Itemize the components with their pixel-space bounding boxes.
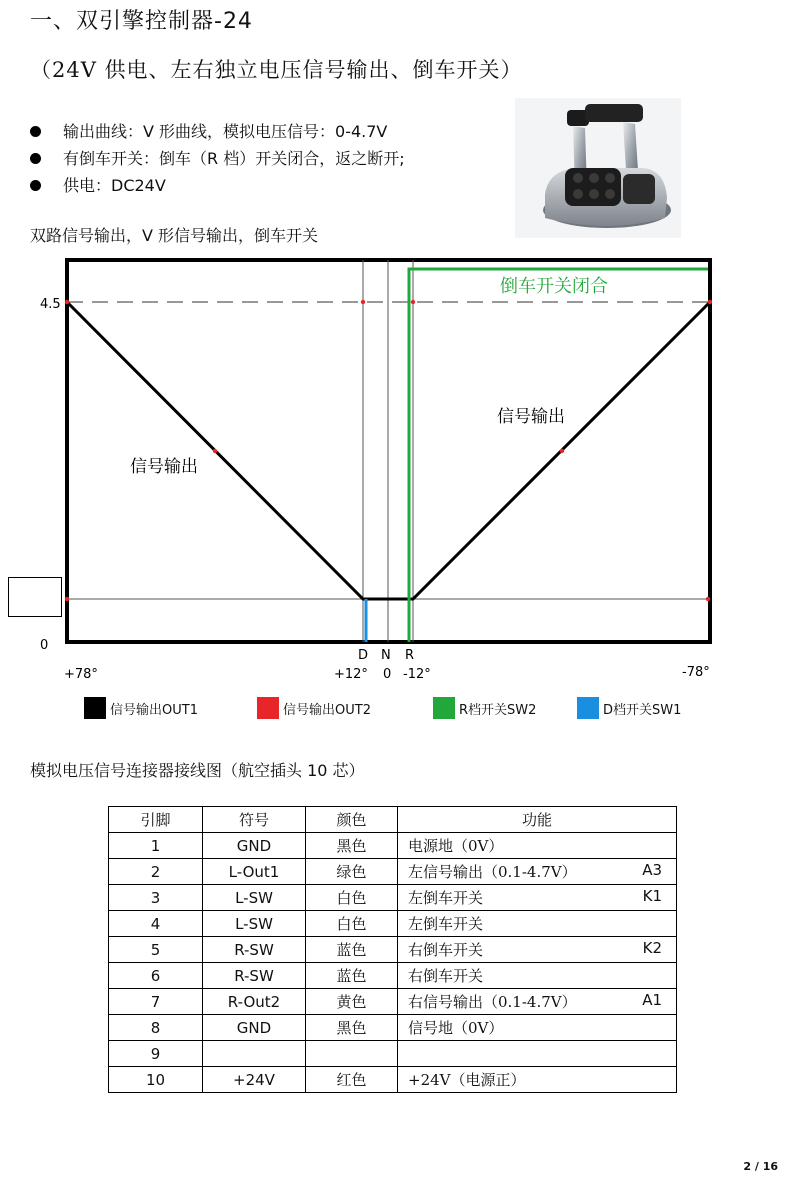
color-cell: [306, 1041, 398, 1067]
out2-series-point: [213, 449, 217, 453]
annotation-left: 信号输出: [130, 457, 198, 477]
table-title: 模拟电压信号连接器接线图（航空插头 10 芯）: [30, 761, 365, 780]
table-row: [109, 937, 677, 963]
page-title: 一、双引擎控制器-24: [30, 9, 253, 34]
pin-cell: 3: [109, 885, 203, 911]
min-value-box: [8, 577, 62, 617]
pin-cell: 9: [109, 1041, 203, 1067]
out2-series-point: [411, 300, 415, 304]
pin-cell: 4: [109, 911, 203, 937]
legend-item: [577, 694, 681, 722]
pinout-table: [108, 806, 677, 1093]
function-cell: [398, 833, 677, 859]
throttle-controller-image: [515, 98, 681, 238]
pin-cell: 10: [109, 1067, 203, 1093]
signal-code: A1: [642, 991, 662, 1009]
function-text: 右信号输出（0.1-4.7V）: [408, 993, 577, 1011]
function-text: 左倒车开关: [408, 915, 484, 933]
table-row: [109, 989, 677, 1015]
pin-cell: 7: [109, 989, 203, 1015]
function-text: 右倒车开关: [408, 967, 484, 985]
pin-cell: 2: [109, 859, 203, 885]
symbol-cell: R-Out2: [203, 989, 306, 1015]
symbol-cell: GND: [203, 1015, 306, 1041]
color-cell: 红色: [306, 1067, 398, 1093]
header-color: 颜色: [306, 807, 398, 833]
legend-swatch: [577, 697, 599, 719]
legend-swatch: [84, 697, 106, 719]
symbol-cell: R-SW: [203, 937, 306, 963]
v-curve-chart: [0, 248, 800, 688]
symbol-cell: +24V: [203, 1067, 306, 1093]
x-tick-label: +12°: [334, 667, 368, 682]
legend-swatch: [433, 697, 455, 719]
function-text: 左信号输出（0.1-4.7V）: [408, 863, 577, 881]
table-row: [109, 885, 677, 911]
pin-cell: 8: [109, 1015, 203, 1041]
pin-cell: 1: [109, 833, 203, 859]
annotation-right: 信号输出: [497, 407, 565, 427]
out2-series-point: [65, 597, 69, 601]
legend-item: [257, 694, 371, 722]
feature-list: [28, 118, 405, 199]
function-text: 信号地（0V）: [408, 1019, 504, 1037]
table-row: [109, 833, 677, 859]
legend-item: [84, 694, 198, 722]
x-tick-label: -78°: [682, 665, 710, 680]
controller-photo: [515, 98, 681, 238]
legend-item: [433, 694, 536, 722]
function-cell: [398, 937, 677, 963]
legend-swatch: [257, 697, 279, 719]
bullet-icon: [30, 180, 41, 191]
color-cell: 黑色: [306, 1015, 398, 1041]
out2-series-point: [706, 597, 710, 601]
color-cell: 白色: [306, 911, 398, 937]
gear-label: N: [381, 648, 391, 663]
function-cell: [398, 859, 677, 885]
page-subtitle: （24V 供电、左右独立电压信号输出、倒车开关）: [30, 58, 523, 82]
bullet-icon: [30, 126, 41, 137]
chart-caption: 双路信号输出，V 形信号输出，倒车开关: [30, 226, 319, 245]
signal-code: K1: [642, 887, 662, 905]
function-cell: [398, 989, 677, 1015]
bullet-icon: [30, 153, 41, 164]
table-header-row: [109, 807, 677, 833]
table-row: [109, 1041, 677, 1067]
pin-cell: 5: [109, 937, 203, 963]
function-cell: [398, 963, 677, 989]
header-pin: 引脚: [109, 807, 203, 833]
function-text: 电源地（0V）: [408, 837, 504, 855]
symbol-cell: L-Out1: [203, 859, 306, 885]
page-number: 2 / 16: [743, 1160, 778, 1173]
table-row: [109, 859, 677, 885]
function-text: 左倒车开关: [408, 889, 484, 907]
x-tick-label: -12°: [403, 667, 431, 682]
gear-label: R: [405, 648, 415, 663]
color-cell: 黑色: [306, 833, 398, 859]
legend-label: D档开关SW1: [603, 702, 682, 718]
out2-series-point: [65, 300, 69, 304]
function-cell: [398, 885, 677, 911]
out2-series-point: [708, 300, 712, 304]
signal-code: A3: [642, 861, 662, 879]
table-row: [109, 1015, 677, 1041]
annotation-switch: 倒车开关闭合: [500, 276, 608, 297]
legend-label: 信号输出OUT2: [283, 702, 371, 718]
signal-code: K2: [642, 939, 662, 957]
gear-label: D: [358, 648, 369, 663]
color-cell: 白色: [306, 885, 398, 911]
table-row: [109, 1067, 677, 1093]
feature-text: 有倒车开关：倒车（R 档）开关闭合，返之断开;: [63, 149, 405, 168]
symbol-cell: R-SW: [203, 963, 306, 989]
function-cell: [398, 1041, 677, 1067]
color-cell: 绿色: [306, 859, 398, 885]
feature-item: [28, 172, 405, 199]
y-tick-label: 4.5: [40, 297, 61, 312]
feature-text: 输出曲线：V 形曲线，模拟电压信号：0-4.7V: [63, 122, 388, 141]
table-row: [109, 911, 677, 937]
x-tick-label: +78°: [64, 667, 98, 682]
pin-cell: 6: [109, 963, 203, 989]
header-symbol: 符号: [203, 807, 306, 833]
table-row: [109, 963, 677, 989]
color-cell: 蓝色: [306, 937, 398, 963]
n-value-label: 0: [383, 667, 392, 682]
symbol-cell: [203, 1041, 306, 1067]
feature-item: [28, 118, 405, 145]
legend-label: R档开关SW2: [459, 702, 537, 718]
out2-series-point: [560, 449, 564, 453]
function-cell: [398, 911, 677, 937]
symbol-cell: GND: [203, 833, 306, 859]
feature-item: [28, 145, 405, 172]
legend-label: 信号输出OUT1: [110, 702, 198, 718]
color-cell: 蓝色: [306, 963, 398, 989]
color-cell: 黄色: [306, 989, 398, 1015]
symbol-cell: L-SW: [203, 911, 306, 937]
header-function: 功能: [398, 807, 677, 833]
y-tick-label: 0: [40, 638, 49, 653]
out2-series-point: [361, 300, 365, 304]
symbol-cell: L-SW: [203, 885, 306, 911]
function-cell: [398, 1067, 677, 1093]
function-text: 右倒车开关: [408, 941, 484, 959]
function-cell: [398, 1015, 677, 1041]
feature-text: 供电：DC24V: [63, 176, 166, 195]
function-text: +24V（电源正）: [408, 1071, 526, 1089]
